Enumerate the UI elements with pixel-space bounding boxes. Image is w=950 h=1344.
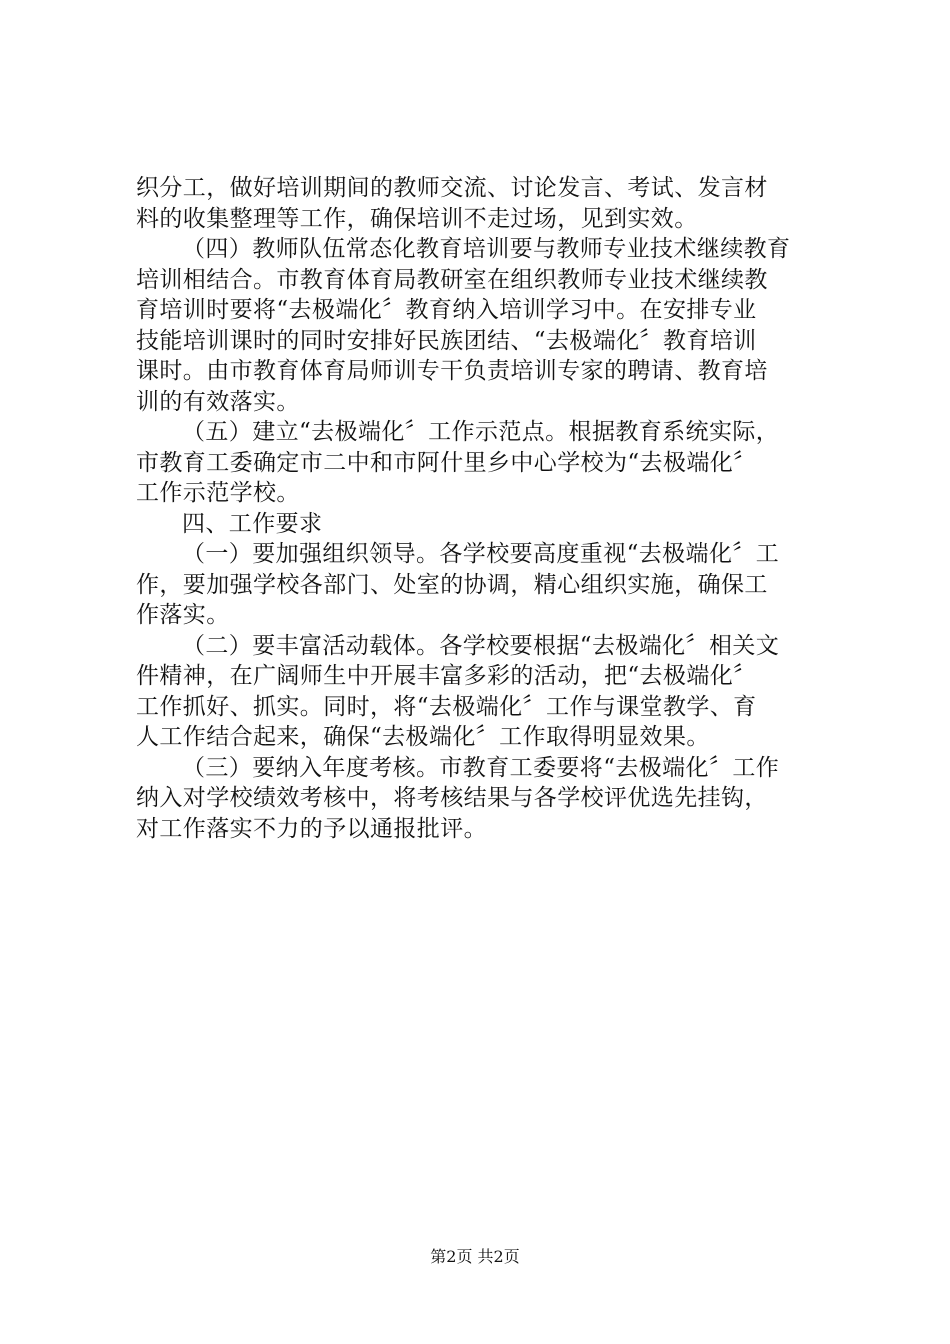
text-line: 件精神，在广阔师生中开展丰富多彩的活动，把“去极端化〞	[136, 663, 757, 689]
page-footer	[0, 1244, 950, 1267]
text-line: 作，要加强学校各部门、处室的协调，精心组织实施，确保工	[136, 571, 768, 598]
text-line: （四）教师队伍常态化教育培训要与教师专业技术继续教育	[182, 236, 791, 262]
page-number-label: 第2页 共2页	[430, 1247, 520, 1266]
text-line: （一）要加强组织领导。各学校要高度重视“去极端化〞工	[182, 541, 780, 567]
text-line: 育培训时要将“去极端化〞教育纳入培训学习中。在安排专业	[136, 297, 757, 323]
text-line: 纳入对学校绩效考核中，将考核结果与各学校评优选先挂钩，	[136, 785, 768, 811]
text-line: 技能培训课时的同时安排好民族团结、“去极端化〞教育培训	[136, 327, 757, 354]
text-line: 课时。由市教育体育局师训专干负责培训专家的聘请、教育培	[136, 358, 768, 384]
text-line: 工作抓好、抓实。同时，将“去极端化〞工作与课堂教学、育	[136, 693, 757, 720]
text-line: 作落实。	[136, 602, 230, 628]
text-line: 料的收集整理等工作，确保培训不走过场，见到实效。	[136, 205, 698, 232]
text-line: 工作示范学校。	[136, 480, 300, 506]
text-line: 对工作落实不力的予以通报批评。	[136, 815, 487, 842]
text-line: 市教育工委确定市二中和市阿什里乡中心学校为“去极端化〞	[136, 449, 757, 476]
text-line: 人工作结合起来，确保“去极端化〞工作取得明显效果。	[136, 724, 710, 750]
document-body	[136, 173, 826, 844]
text-line: （三）要纳入年度考核。市教育工委要将“去极端化〞工作	[182, 754, 780, 781]
text-line: 训的有效落实。	[136, 388, 300, 415]
text-line: 培训相结合。市教育体育局教研室在组织教师专业技术继续教	[136, 266, 768, 293]
text-line: （五）建立“去极端化〞工作示范点。根据教育系统实际，	[182, 419, 780, 445]
section-heading: 四、工作要求	[182, 510, 323, 537]
text-line: 织分工，做好培训期间的教师交流、讨论发言、考试、发言材	[136, 175, 768, 201]
text-line: （二）要丰富活动载体。各学校要根据“去极端化〞相关文	[182, 632, 780, 659]
